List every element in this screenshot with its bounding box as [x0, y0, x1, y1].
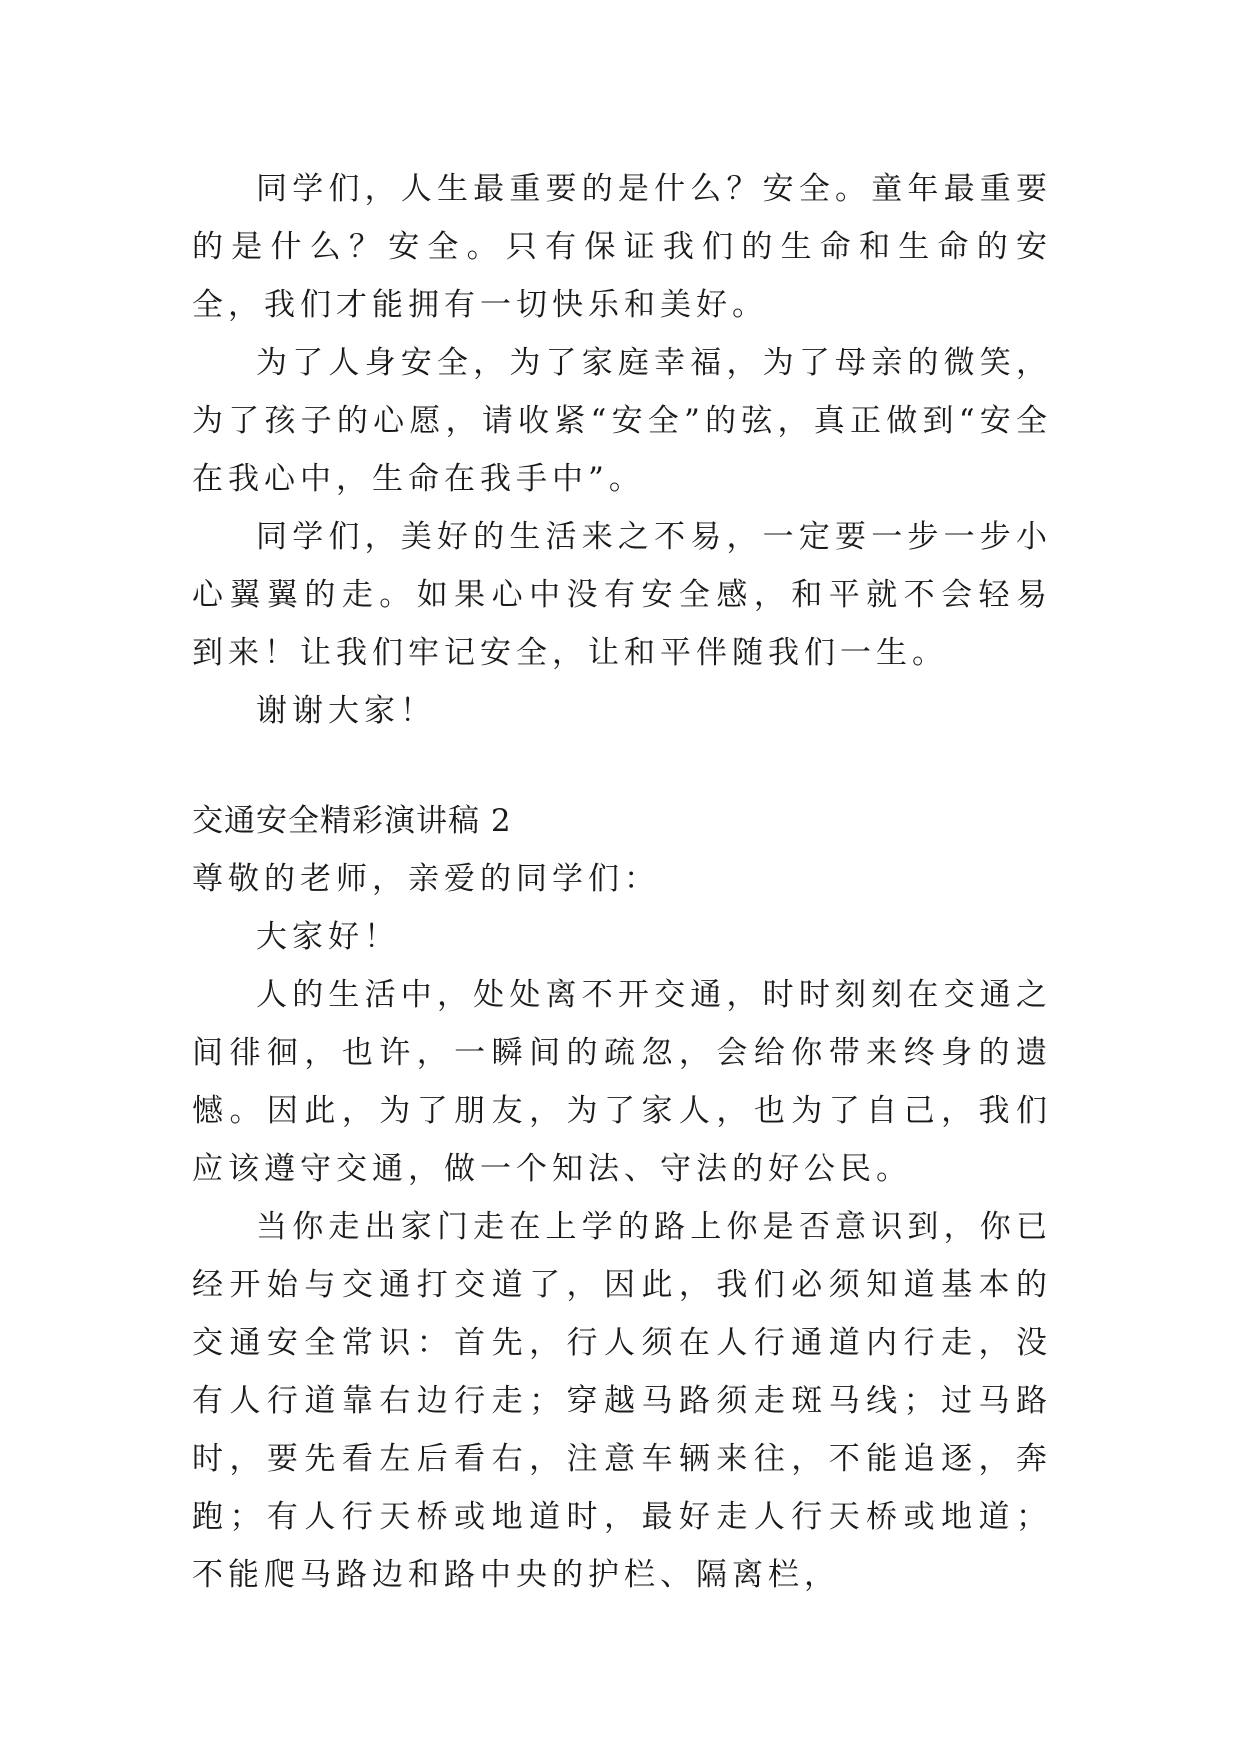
paragraph: 当你走出家门走在上学的路上你是否意识到，你已经开始与交通打交道了，因此，我们必须知道基本的交通安全常识：首先，行人须在人行通道内行走，没有人行道靠右边行走；穿越马路须走斑马线；过马路时，要先看左后看右，注意车辆来往，不能追逐，奔跑；有人行天桥或地道时，最好走人行天桥或地道；不能爬马路边和路中央的护栏、隔离栏，: [192, 1209, 1052, 1593]
salutation: 尊敬的老师，亲爱的同学们：: [192, 861, 660, 897]
section-gap: [192, 740, 1052, 792]
paragraph: 同学们，人生最重要的是什么？安全。童年最重要的是什么？安全。只有保证我们的生命和生命的安全，我们才能拥有一切快乐和美好。: [192, 171, 1052, 323]
paragraph: 大家好！: [256, 919, 400, 955]
paragraph: 谢谢大家！: [256, 693, 436, 729]
paragraph: 同学们，美好的生活来之不易，一定要一步一步小心翼翼的走。如果心中没有安全感，和平就不会轻易到来！让我们牢记安全，让和平伴随我们一生。: [192, 519, 1052, 671]
paragraph: 为了人身安全，为了家庭幸福，为了母亲的微笑，为了孩子的心愿，请收紧“安全”的弦，真正做到“安全在我心中，生命在我手中”。: [192, 345, 1052, 497]
section-title: 交通安全精彩演讲稿 2: [192, 803, 512, 839]
paragraph: 人的生活中，处处离不开交通，时时刻刻在交通之间徘徊，也许，一瞬间的疏忽，会给你带来终身的遗憾。因此，为了朋友，为了家人，也为了自己，我们应该遵守交通，做一个知法、守法的好公民。: [192, 977, 1052, 1187]
document-page: [192, 160, 1052, 1604]
